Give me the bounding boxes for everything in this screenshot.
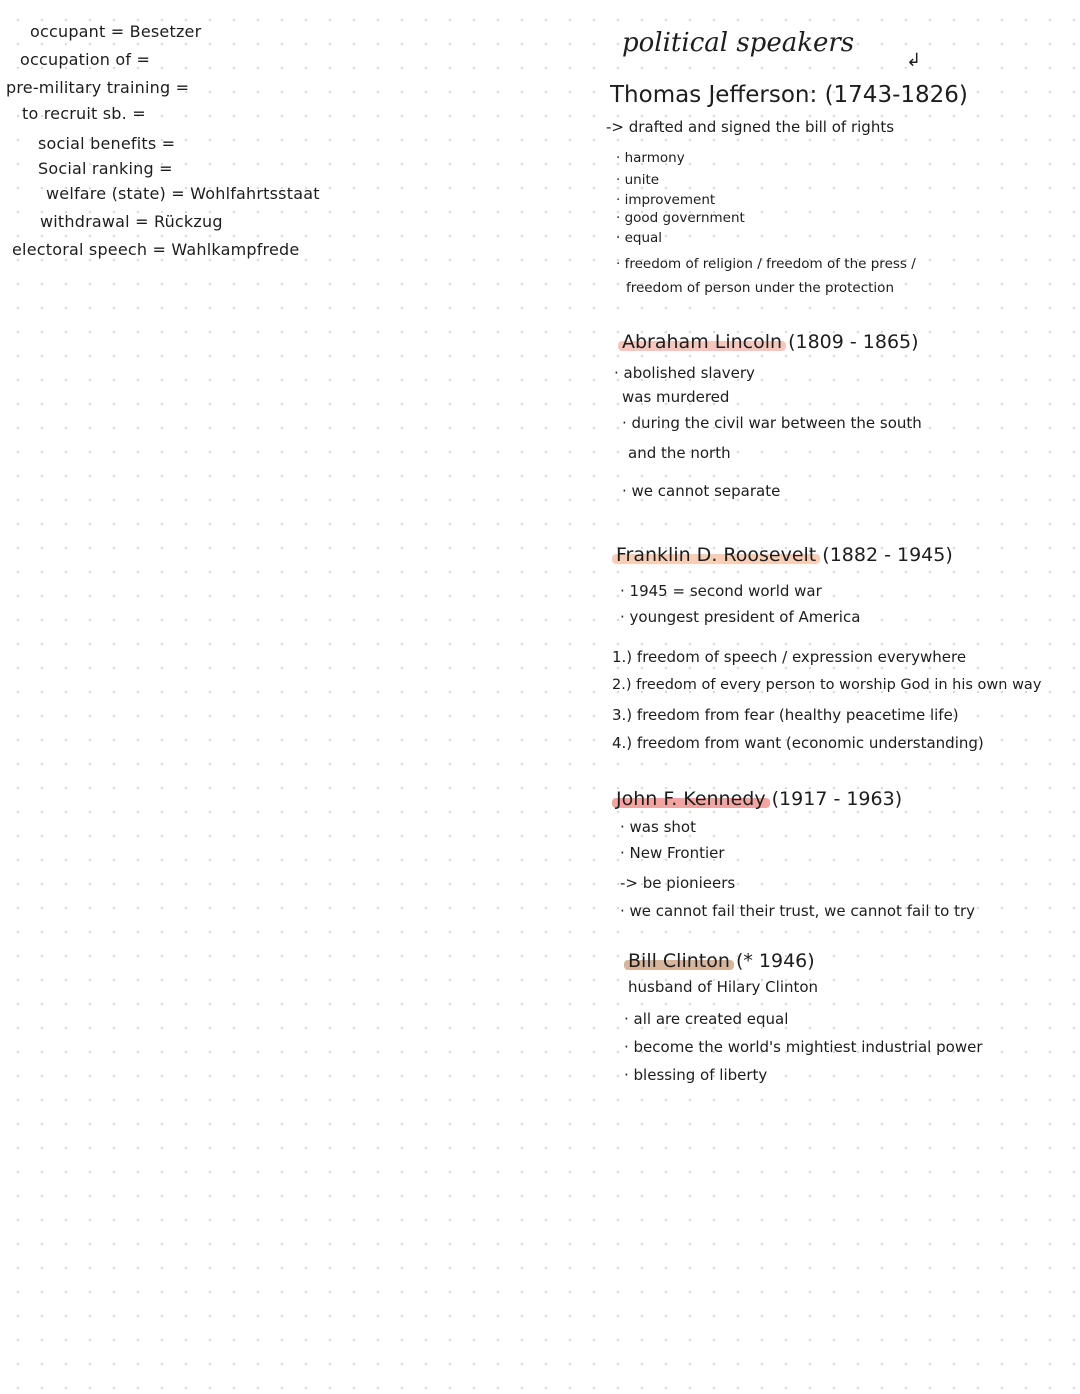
list-item: 4.) freedom from want (economic understanding) <box>612 734 984 752</box>
list-item: was murdered <box>622 388 730 406</box>
vocab-item: pre-military training = <box>6 78 190 97</box>
list-item: · improvement <box>616 192 716 208</box>
vocab-item: welfare (state) = Wohlfahrtsstaat <box>46 184 320 203</box>
list-item: · was shot <box>620 818 696 836</box>
list-item: · unite <box>616 172 660 188</box>
vocab-item: occupant = Besetzer <box>30 22 202 41</box>
list-item: 1.) freedom of speech / expression everywhere <box>612 648 967 666</box>
list-item: · abolished slavery <box>614 364 755 382</box>
list-item: 3.) freedom from fear (healthy peacetime life) <box>612 706 959 724</box>
vocab-item: electoral speech = Wahlkampfrede <box>12 240 300 259</box>
speaker-years-clinton: (* 1946) <box>735 950 815 972</box>
list-item: · harmony <box>616 150 685 166</box>
list-item: · equal <box>616 230 663 246</box>
speaker-name-roosevelt: Franklin D. Roosevelt <box>616 544 817 566</box>
list-item: -> be pionieers <box>620 874 736 892</box>
page-title: political speakers <box>622 28 855 58</box>
list-item: · during the civil war between the south <box>622 414 922 432</box>
speaker-name-jefferson: Thomas Jefferson: (1743-1826) <box>610 82 968 108</box>
list-item: · freedom of religion / freedom of the press / <box>616 256 916 272</box>
list-item: -> drafted and signed the bill of rights <box>606 118 895 136</box>
list-item: · good government <box>616 210 745 226</box>
speaker-heading-roosevelt <box>616 546 953 565</box>
list-item: · New Frontier <box>620 844 725 862</box>
speaker-name-lincoln: Abraham Lincoln <box>622 331 783 353</box>
list-item: · blessing of liberty <box>624 1066 768 1084</box>
list-item: 2.) freedom of every person to worship God in his own way <box>612 677 1042 693</box>
vocab-item: social benefits = <box>38 134 176 153</box>
speaker-heading-clinton <box>628 952 815 971</box>
list-item: and the north <box>628 444 731 462</box>
vocab-item: occupation of = <box>20 50 151 69</box>
list-item: · we cannot fail their trust, we cannot fail to try <box>620 902 976 920</box>
vocab-item: to recruit sb. = <box>22 104 146 123</box>
list-item: freedom of person under the protection <box>626 280 894 296</box>
vocab-item: withdrawal = Rückzug <box>40 212 223 231</box>
speaker-years-roosevelt: (1882 - 1945) <box>822 544 953 566</box>
list-item: · 1945 = second world war <box>620 582 822 600</box>
speaker-name-kennedy: John F. Kennedy <box>616 788 766 810</box>
speaker-years-kennedy: (1917 - 1963) <box>771 788 903 810</box>
list-item: · youngest president of America <box>620 608 861 626</box>
list-item: husband of Hilary Clinton <box>628 978 819 996</box>
speaker-years-lincoln: (1809 - 1865) <box>788 331 919 353</box>
list-item: · become the world's mightiest industrial power <box>624 1038 983 1056</box>
list-item: · we cannot separate <box>622 482 781 500</box>
list-item: · all are created equal <box>624 1010 789 1028</box>
speaker-name-clinton: Bill Clinton <box>628 950 730 972</box>
speaker-heading-kennedy <box>616 790 902 809</box>
vocab-item: Social ranking = <box>38 159 173 178</box>
curved-arrow-icon: ↲ <box>906 50 922 71</box>
speaker-heading-lincoln <box>622 333 919 352</box>
